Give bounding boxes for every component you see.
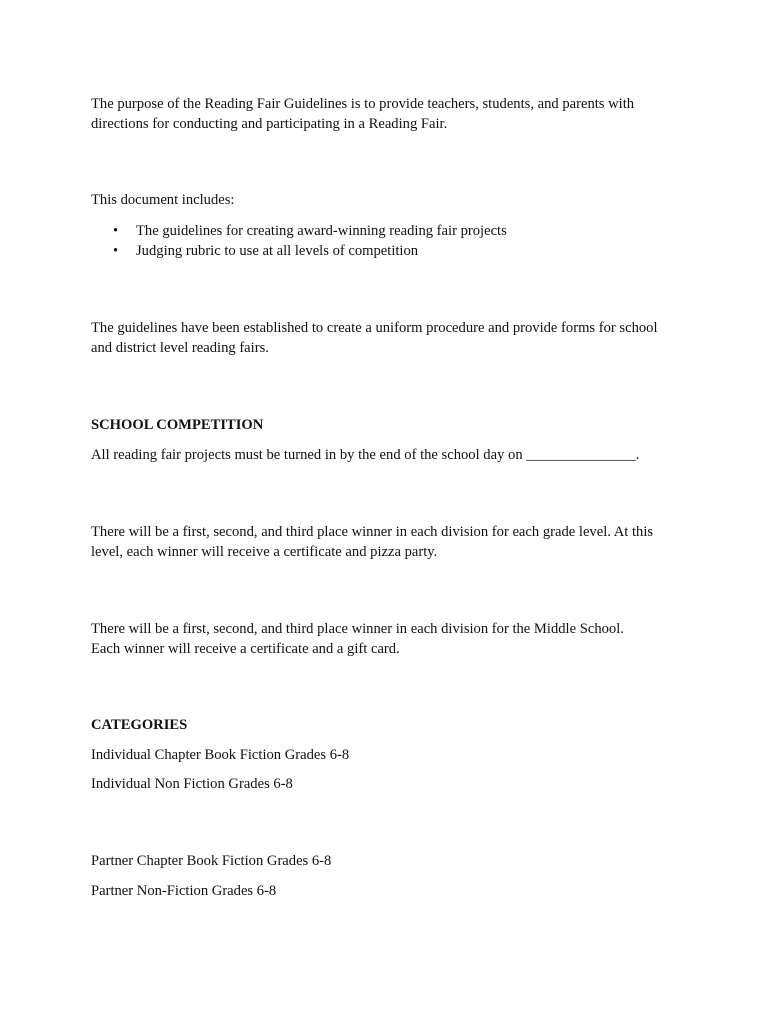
list-item (111, 241, 507, 261)
list-item (111, 221, 507, 241)
bullet-icon: • (113, 223, 119, 239)
category-item: Partner Chapter Book Fiction Grades 6-8 (91, 853, 332, 869)
guidelines-paragraph (91, 318, 691, 358)
intro-paragraph (91, 94, 691, 134)
includes-list (111, 221, 507, 261)
middle-school-line-2: Each winner will receive a certificate and a gift card. (91, 641, 400, 657)
intro-line-1: The purpose of the Reading Fair Guidelines is to provide teachers, students, and parents with (91, 96, 635, 112)
includes-label: This document includes: (91, 192, 235, 208)
middle-school-line-1: There will be a first, second, and third place winner in each division for the Middle School. (91, 621, 624, 637)
grade-level-line-2: level, each winner will receive a certificate and pizza party. (91, 544, 438, 560)
category-item: Individual Chapter Book Fiction Grades 6-8 (91, 747, 350, 763)
intro-line-2: directions for conducting and participating in a Reading Fair. (91, 116, 448, 132)
categories-heading: CATEGORIES (91, 717, 188, 733)
guidelines-line-1: The guidelines have been established to create a uniform procedure and provide forms for school (91, 320, 658, 336)
category-item: Individual Non Fiction Grades 6-8 (91, 776, 293, 792)
list-item-text: Judging rubric to use at all levels of competition (136, 243, 419, 259)
deadline-paragraph: All reading fair projects must be turned in by the end of the school day on _______________. (91, 447, 640, 463)
guidelines-line-2: and district level reading fairs. (91, 340, 269, 356)
school-competition-heading: SCHOOL COMPETITION (91, 417, 264, 433)
middle-school-paragraph (91, 619, 691, 659)
list-item-text: The guidelines for creating award-winning reading fair projects (136, 223, 507, 239)
grade-level-line-1: There will be a first, second, and third place winner in each division for each grade level. At this (91, 524, 654, 540)
grade-level-paragraph (91, 522, 691, 562)
bullet-icon: • (113, 243, 119, 259)
category-item: Partner Non-Fiction Grades 6-8 (91, 883, 277, 899)
